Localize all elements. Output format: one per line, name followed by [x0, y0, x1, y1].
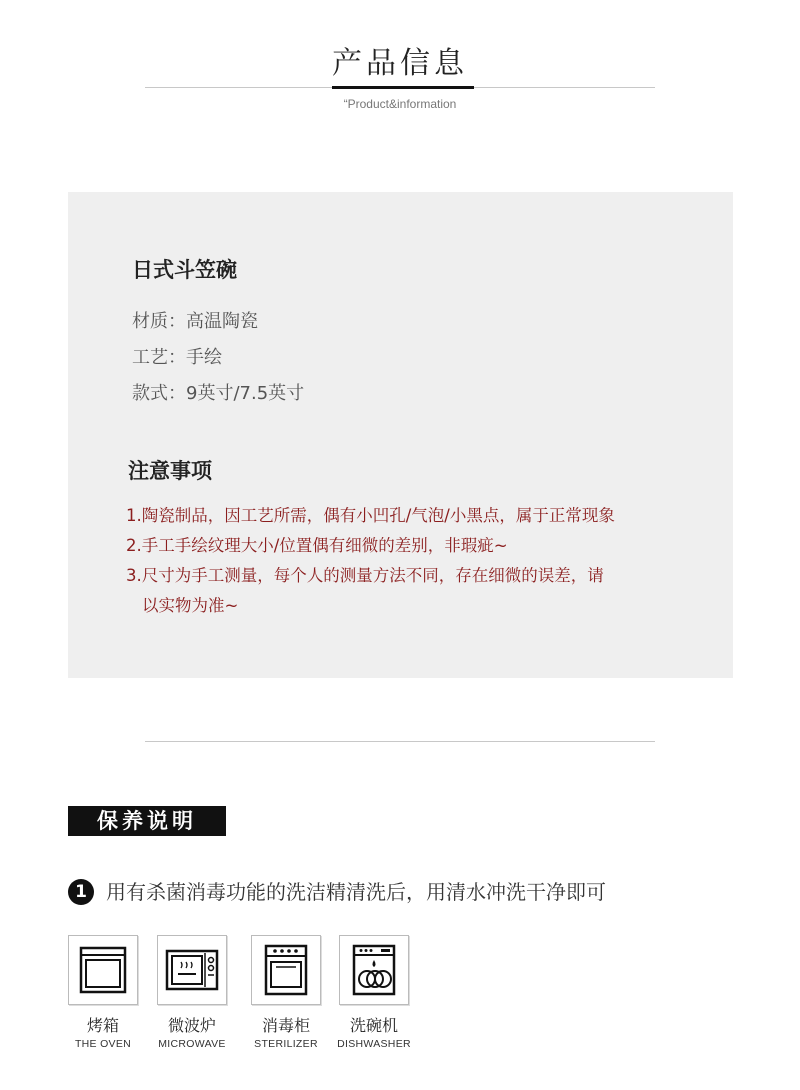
section-divider [145, 741, 655, 742]
appliance-label-cn: 洗碗机 [349, 1016, 398, 1035]
appliance-label-en: DISHWASHER [337, 1038, 411, 1050]
page-subtitle: “Product&information [343, 97, 457, 111]
sterilizer-icon [251, 935, 321, 1005]
product-info-panel [68, 192, 733, 678]
page-title: 产品信息 [332, 46, 468, 81]
note-item-continued: 以实物为准~ [142, 596, 239, 615]
appliance-label-en: STERILIZER [254, 1038, 318, 1050]
oven-icon [68, 935, 138, 1005]
appliance-dishwasher [338, 935, 410, 1050]
microwave-icon [157, 935, 227, 1005]
care-instruction: 用有杀菌消毒功能的洗洁精清洗后，用清水冲洗干净即可 [106, 880, 606, 904]
appliance-label-en: MICROWAVE [158, 1038, 226, 1050]
attribute-craft: 工艺：手绘 [132, 347, 222, 368]
note-item: 1.陶瓷制品，因工艺所需，偶有小凹孔/气泡/小黑点，属于正常现象 [126, 506, 615, 525]
appliance-oven [67, 935, 139, 1050]
appliance-label-cn: 烤箱 [86, 1016, 119, 1035]
appliance-microwave [156, 935, 228, 1050]
attribute-material: 材质：高温陶瓷 [132, 311, 258, 332]
notes-title: 注意事项 [128, 459, 212, 483]
appliance-label-cn: 微波炉 [167, 1016, 216, 1035]
appliance-label-en: THE OVEN [74, 1038, 132, 1050]
attribute-size: 款式：9英寸/7.5英寸 [132, 383, 305, 404]
appliance-sterilizer [250, 935, 322, 1050]
product-name: 日式斗笠碗 [132, 258, 237, 282]
appliance-label-cn: 消毒柜 [261, 1016, 310, 1035]
care-section-title: 保养说明 [68, 806, 226, 836]
note-item: 3.尺寸为手工测量，每个人的测量方法不同，存在细微的误差，请 [126, 566, 604, 585]
step-number-badge: 1 [68, 879, 94, 905]
note-item: 2.手工手绘纹理大小/位置偶有细微的差别，非瑕疵~ [126, 536, 508, 555]
dishwasher-icon [339, 935, 409, 1005]
header-underline [332, 86, 474, 89]
